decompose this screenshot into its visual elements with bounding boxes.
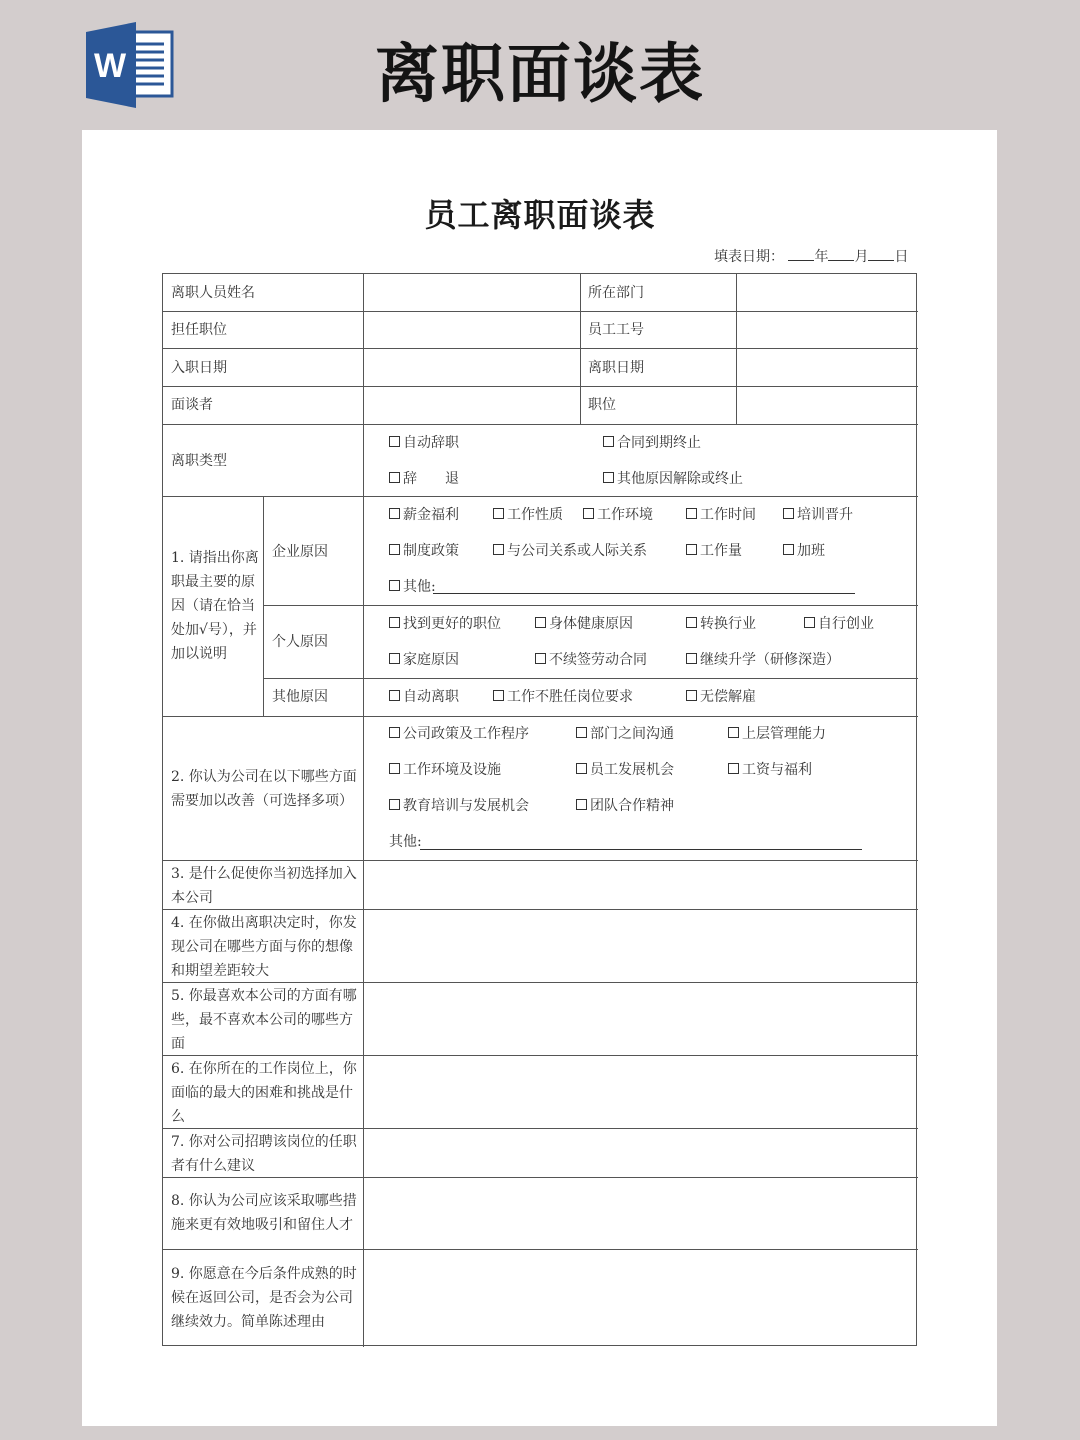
checkbox-work-hours[interactable]: 工作时间: [686, 506, 756, 524]
checkbox-contract-expired[interactable]: 合同到期终止: [603, 434, 701, 452]
day-label: 日: [894, 249, 909, 265]
q2-other-input-line[interactable]: [420, 849, 862, 850]
checkbox-start-business[interactable]: 自行创业: [804, 615, 874, 633]
interview-form-table: [162, 273, 917, 1346]
checkbox-salary-benefits[interactable]: 薪金福利: [389, 506, 459, 524]
checkbox-company-policy-process[interactable]: 公司政策及工作程序: [389, 725, 529, 743]
checkbox-dismissal-no-comp[interactable]: 无偿解雇: [686, 688, 756, 706]
checkbox-development[interactable]: 员工发展机会: [576, 761, 674, 779]
employee-id-label: 员工工号: [588, 322, 644, 338]
month-blank[interactable]: [828, 248, 854, 261]
q7-label: 7. 你对公司招聘该岗位的任职者有什么建议: [171, 1134, 357, 1174]
checkbox-further-study[interactable]: 继续升学（研修深造）: [686, 651, 840, 669]
q8-label: 8. 你认为公司应该采取哪些措施来更有效地吸引和留住人才: [171, 1193, 357, 1233]
svg-text:W: W: [93, 47, 127, 85]
checkbox-relationships[interactable]: 与公司关系或人际关系: [493, 542, 647, 560]
checkbox-education-training[interactable]: 教育培训与发展机会: [389, 797, 529, 815]
checkbox-better-job[interactable]: 找到更好的职位: [389, 615, 501, 633]
company-reason-label: 企业原因: [272, 544, 328, 560]
q2-label: 2. 你认为公司在以下哪些方面需要加以改善（可选择多项）: [171, 769, 357, 809]
checkbox-work-environment[interactable]: 工作环境: [583, 506, 653, 524]
join-date-label: 入职日期: [171, 360, 227, 376]
checkbox-incompetent[interactable]: 工作不胜任岗位要求: [493, 688, 633, 706]
checkbox-policy[interactable]: 制度政策: [389, 542, 459, 560]
checkbox-job-nature[interactable]: 工作性质: [493, 506, 563, 524]
checkbox-teamwork[interactable]: 团队合作精神: [576, 797, 674, 815]
checkbox-management[interactable]: 上层管理能力: [728, 725, 826, 743]
checkbox-training-promotion[interactable]: 培训晋升: [783, 506, 853, 524]
checkbox-workload[interactable]: 工作量: [686, 542, 742, 560]
fill-date: [714, 246, 908, 266]
position-label: 担任职位: [171, 322, 227, 338]
other-reason-label: 其他原因: [272, 689, 328, 705]
q3-label: 3. 是什么促使你当初选择加入本公司: [171, 866, 357, 906]
q5-label: 5. 你最喜欢本公司的方面有哪些，最不喜欢本公司的哪些方面: [171, 988, 357, 1052]
checkbox-company-other[interactable]: 其他:: [389, 578, 436, 596]
year-blank[interactable]: [788, 248, 814, 261]
q2-other-label: 其他:: [389, 834, 422, 850]
department-label: 所在部门: [588, 285, 644, 301]
month-label: 月: [854, 249, 869, 265]
checkbox-facilities[interactable]: 工作环境及设施: [389, 761, 501, 779]
checkbox-voluntary-leave[interactable]: 自动离职: [389, 688, 459, 706]
leave-date-label: 离职日期: [588, 360, 644, 376]
document-title: 员工离职面谈表: [424, 196, 656, 234]
q6-label: 6. 在你所在的工作岗位上，你面临的最大的困难和挑战是什么: [171, 1061, 357, 1125]
checkbox-interdept-communication[interactable]: 部门之间沟通: [576, 725, 674, 743]
page-banner-title: 离职面谈表: [375, 38, 705, 112]
checkbox-wages-benefits[interactable]: 工资与福利: [728, 761, 812, 779]
checkbox-other-termination[interactable]: 其他原因解除或终止: [603, 470, 743, 488]
company-other-input-line[interactable]: [433, 593, 855, 594]
checkbox-dismissal[interactable]: 辞 退: [389, 470, 459, 488]
q1-label: 1. 请指出你离职最主要的原因（请在恰当处加√号），并加以说明: [171, 550, 259, 662]
personal-reason-label: 个人原因: [272, 634, 328, 650]
q4-label: 4. 在你做出离职决定时，你发现公司在哪些方面与你的想像和期望差距较大: [171, 915, 357, 979]
checkbox-no-renewal[interactable]: 不续签劳动合同: [535, 651, 647, 669]
post-label: 职位: [588, 397, 616, 413]
checkbox-health[interactable]: 身体健康原因: [535, 615, 633, 633]
checkbox-family[interactable]: 家庭原因: [389, 651, 459, 669]
fill-date-label: 填表日期：: [714, 249, 784, 265]
checkbox-overtime[interactable]: 加班: [783, 542, 825, 560]
q9-label: 9. 你愿意在今后条件成熟的时候在返回公司，是否会为公司继续效力。简单陈述理由: [171, 1266, 357, 1330]
name-label: 离职人员姓名: [171, 285, 255, 301]
year-label: 年: [814, 249, 829, 265]
day-blank[interactable]: [868, 248, 894, 261]
checkbox-change-industry[interactable]: 转换行业: [686, 615, 756, 633]
interviewer-label: 面谈者: [171, 397, 213, 413]
checkbox-voluntary-resign[interactable]: 自动辞职: [389, 434, 459, 452]
leave-type-label: 离职类型: [171, 453, 227, 469]
